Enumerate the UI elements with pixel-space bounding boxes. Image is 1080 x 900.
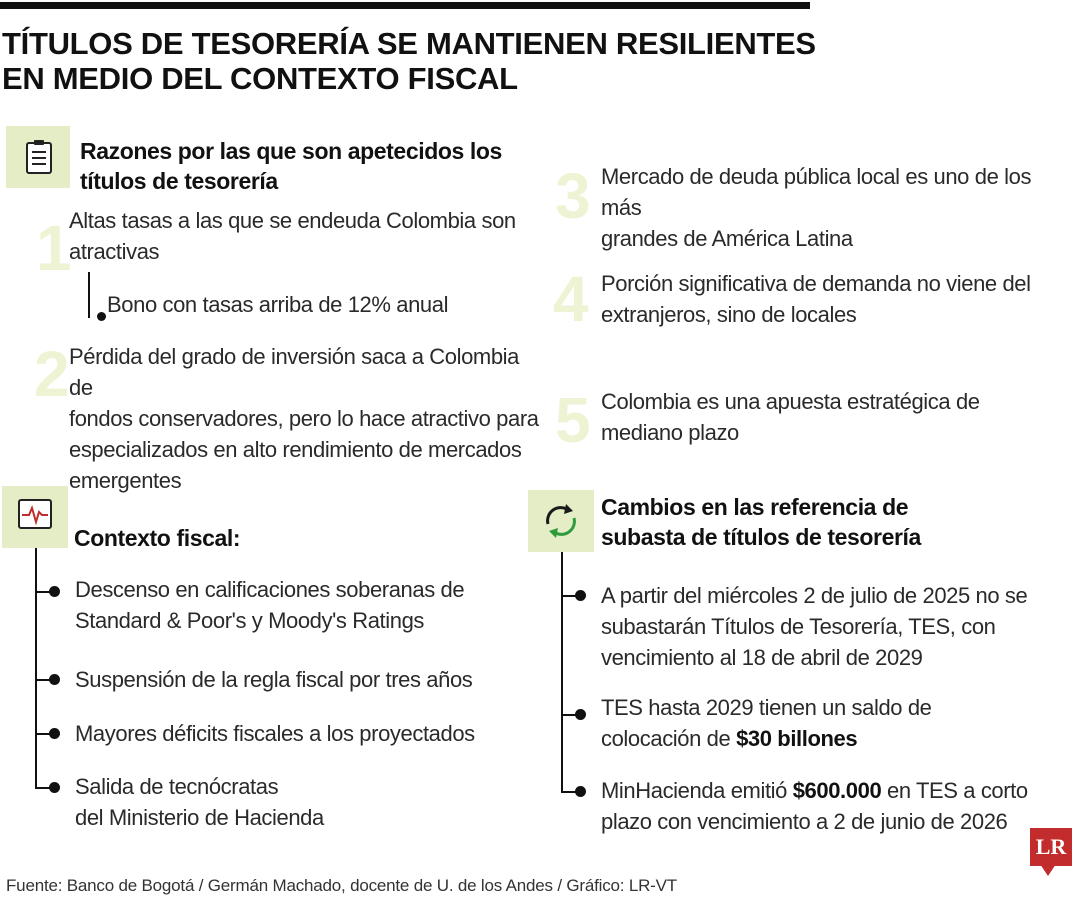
reasons-heading: [80, 136, 520, 196]
changes-bullet-line: [561, 552, 563, 792]
reason-number-2: 2: [34, 338, 70, 410]
reason-1-line-1: Altas tasas a las que se endeuda Colombia son: [69, 208, 516, 233]
fiscal-item-4: [75, 771, 535, 833]
title-line-1: TÍTULOS DE TESORERÍA SE MANTIENEN RESILIENTES: [2, 26, 816, 61]
fiscal-item-2: Suspensión de la regla fiscal por tres años: [75, 667, 473, 692]
reason-3-line-1: Mercado de deuda pública local es uno de los más: [601, 164, 1032, 220]
changes-heading: [601, 492, 1061, 552]
fiscal-item-4-line-1: Salida de tecnócratas: [75, 774, 279, 799]
fiscal-bullet-dot-1: [49, 586, 60, 597]
reason-2-line-1: Pérdida del grado de inversión saca a Colombia de: [69, 344, 519, 400]
reason-2-line-4: emergentes: [69, 468, 182, 493]
reasons-heading-line-2: títulos de tesorería: [80, 168, 278, 194]
sub-bullet-connector: [88, 272, 90, 318]
clipboard-icon: [6, 126, 70, 188]
changes-item-3-line-2: plazo con vencimiento a 2 de junio de 2026: [601, 809, 1008, 834]
reason-1-line-2: atractivas: [69, 239, 160, 264]
changes-item-1-line-3: vencimiento al 18 de abril de 2029: [601, 645, 923, 670]
source-credit: Fuente: Banco de Bogotá / Germán Machado, docente de U. de los Andes / Gráfico: LR-VT: [6, 876, 677, 895]
changes-item-1-line-1: A partir del miércoles 2 de julio de 2025 no se: [601, 583, 1028, 608]
reason-4-line-2: extranjeros, sino de locales: [601, 302, 857, 327]
title-line-2: EN MEDIO DEL CONTEXTO FISCAL: [2, 61, 518, 96]
changes-bullet-dot-3: [575, 786, 586, 797]
fiscal-icon-box: [2, 486, 68, 548]
reason-4-text: [601, 268, 1071, 330]
changes-item-1: [601, 580, 1071, 673]
reason-2-line-3: especializados en alto rendimiento de mercados: [69, 437, 522, 462]
reason-number-4: 4: [553, 263, 589, 335]
page-title: [2, 26, 832, 96]
changes-item-1-line-2: subastarán Títulos de Tesorería, TES, con: [601, 614, 996, 639]
fiscal-item-1-line-2: Standard & Poor's y Moody's Ratings: [75, 608, 425, 633]
changes-item-2: [601, 692, 1071, 754]
changes-heading-line-1: Cambios en las referencia de: [601, 494, 909, 520]
reason-3-line-2: grandes de América Latina: [601, 226, 853, 251]
fiscal-bullet-dot-4: [49, 782, 60, 793]
fiscal-item-3: Mayores déficits fiscales a los proyectados: [75, 721, 475, 746]
reason-3-text: [601, 161, 1071, 254]
changes-item-3-prefix: MinHacienda emitió: [601, 778, 793, 803]
changes-item-2-line-1: TES hasta 2029 tienen un saldo de: [601, 695, 932, 720]
reason-2-line-2: fondos conservadores, pero lo hace atractivo para: [69, 406, 539, 431]
reason-5-line-1: Colombia es una apuesta estratégica de: [601, 389, 980, 414]
reason-number-3: 3: [555, 160, 591, 232]
lr-logo-tail: [1040, 864, 1056, 876]
fiscal-item-4-line-2: del Ministerio de Hacienda: [75, 805, 324, 830]
reasons-heading-line-1: Razones por las que son apetecidos los: [80, 138, 502, 164]
reason-number-1: 1: [36, 212, 72, 284]
reason-2-text: [69, 341, 539, 496]
fiscal-item-1: [75, 574, 535, 636]
changes-item-3: [601, 775, 1071, 837]
fiscal-item-1-line-1: Descenso en calificaciones soberanas de: [75, 577, 465, 602]
changes-item-2-prefix: colocación de: [601, 726, 737, 751]
lr-logo: LR: [1030, 828, 1072, 866]
fiscal-heading: Contexto fiscal:: [74, 525, 241, 551]
fiscal-bullet-dot-2: [49, 674, 60, 685]
reason-1-sub: Bono con tasas arriba de 12% anual: [107, 292, 449, 317]
refresh-arrows-icon: [528, 490, 594, 552]
reason-4-line-1: Porción significativa de demanda no viene del: [601, 271, 1031, 296]
reason-1-text: [69, 205, 529, 267]
changes-item-3-line-1: [601, 775, 1071, 806]
changes-icon-box: [528, 490, 594, 552]
sub-bullet-dot: [97, 312, 106, 321]
changes-item-2-line-2: [601, 723, 1071, 754]
fiscal-bullet-dot-3: [49, 728, 60, 739]
reason-5-text: [601, 386, 1071, 448]
heartbeat-monitor-icon: [2, 486, 68, 548]
changes-item-3-suffix: en TES a corto: [881, 778, 1028, 803]
changes-item-2-amount: $30 billones: [736, 726, 858, 751]
fiscal-bullet-line: [35, 548, 37, 788]
reason-5-line-2: mediano plazo: [601, 420, 739, 445]
reason-number-5: 5: [555, 384, 591, 456]
changes-item-3-amount: $600.000: [792, 778, 882, 803]
reasons-icon-box: [6, 126, 70, 188]
changes-heading-line-2: subasta de títulos de tesorería: [601, 524, 921, 550]
changes-bullet-dot-2: [575, 709, 586, 720]
changes-bullet-dot-1: [575, 590, 586, 601]
top-rule: [0, 2, 810, 9]
